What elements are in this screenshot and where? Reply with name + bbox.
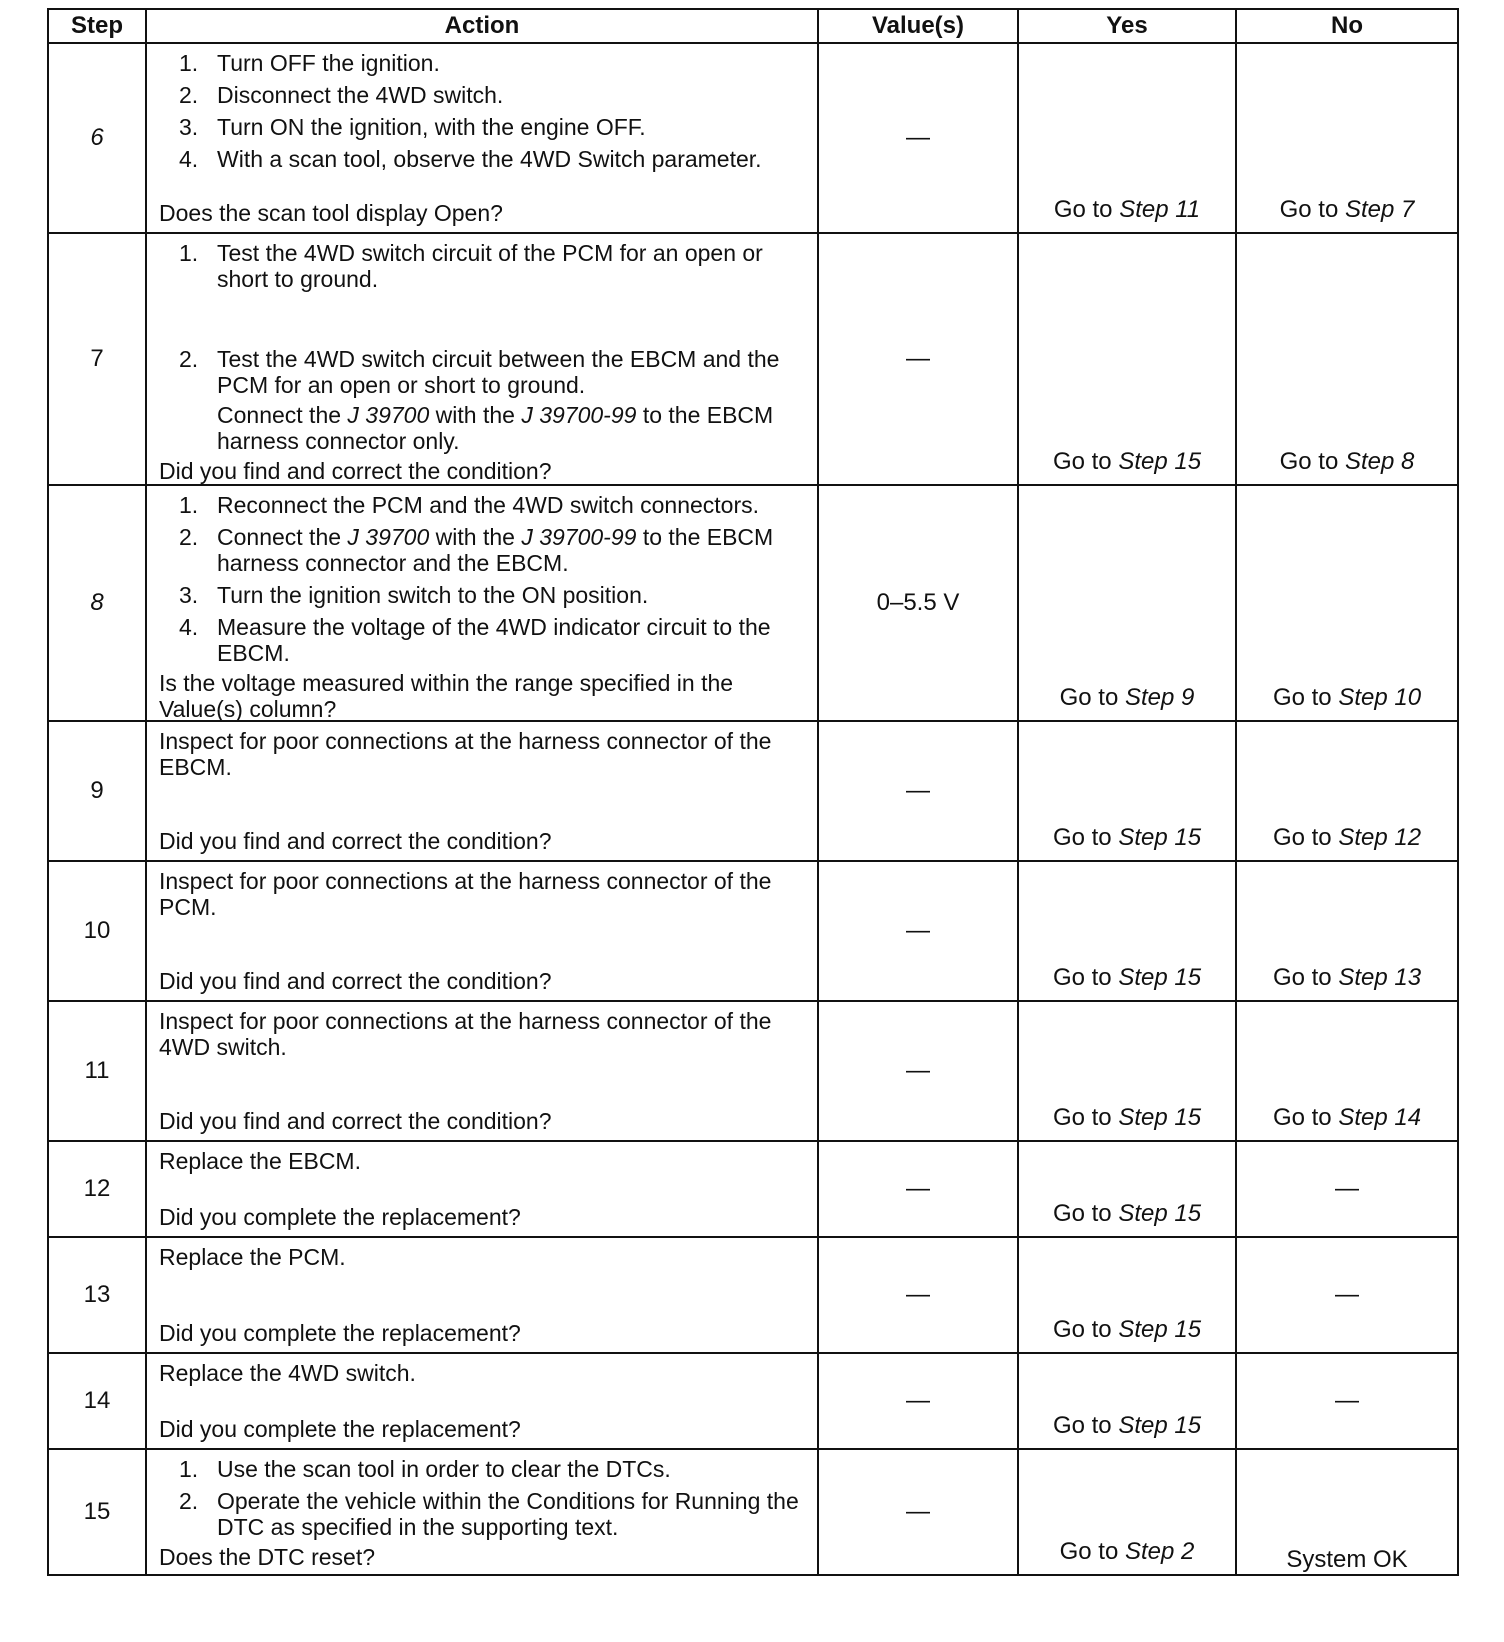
action-item: Operate the vehicle within the Conditions for Running the DTC as specified in the supporting text. <box>217 1488 799 1540</box>
action-cell <box>146 861 818 1001</box>
action-question: Did you find and correct the condition? <box>159 1108 552 1134</box>
action-question: Is the voltage measured within the range specified in the Value(s) column? <box>159 670 734 722</box>
action-question: Does the DTC reset? <box>159 1544 376 1570</box>
yes-cell: Go to Step 15 <box>1018 1237 1236 1353</box>
yes-step-ref: Step 11 <box>1119 196 1201 223</box>
step-number: 11 <box>48 1001 146 1141</box>
action-item: Test the 4WD switch circuit between the EBCM and the PCM for an open or short to ground. <box>217 346 780 398</box>
header-yes: Yes <box>1018 9 1236 43</box>
table-row <box>48 1353 1458 1449</box>
action-cell: 1. Reconnect the PCM and the 4WD switch connectors. 2. Connect the J 39700 with the J 39700-99 to the EBCM harness connector and the EBCM. 3. Turn the ignition switch to the ON position. 4. Measure the voltage of the 4WD indicator circuit to the EBCM. Is the voltage measured within the range specified in the Value(s) column? <box>146 485 818 721</box>
step-number: 13 <box>48 1237 146 1353</box>
action-text: Replace the PCM. <box>159 1244 346 1270</box>
no-cell: Go to Step 8 <box>1236 233 1458 485</box>
action-text: Inspect for poor connections at the harness connector of the EBCM. <box>159 728 772 780</box>
yes-step-ref: Step 15 <box>1118 824 1202 851</box>
yes-step-ref: Step 15 <box>1118 964 1202 991</box>
value-cell: — <box>818 1449 1018 1575</box>
no-step-ref: Step 14 <box>1338 1104 1422 1131</box>
action-item: Turn OFF the ignition. <box>217 50 440 76</box>
action-item: Reconnect the PCM and the 4WD switch connectors. <box>217 492 760 518</box>
step-number: 12 <box>48 1141 146 1237</box>
value-cell: — <box>818 43 1018 233</box>
action-cell <box>146 1141 818 1237</box>
action-cell: 1. Turn OFF the ignition. 2. Disconnect the 4WD switch. 3. Turn ON the ignition, with the engine OFF. 4. With a scan tool, observe the 4WD Switch parameter. Does the scan tool display Open? <box>146 43 818 233</box>
yes-step-ref: Step 15 <box>1118 1200 1202 1227</box>
no-step-ref: Step 10 <box>1338 684 1422 711</box>
step-number: 6 <box>48 43 146 233</box>
action-item: Turn the ignition switch to the ON position. <box>217 582 649 608</box>
diagnostic-table <box>47 8 1459 1576</box>
table-row <box>48 1449 1458 1575</box>
action-text: Replace the EBCM. <box>159 1148 361 1174</box>
yes-step-ref: Step 9 <box>1124 684 1195 711</box>
yes-step-ref: Step 15 <box>1118 1316 1202 1343</box>
table-row <box>48 1001 1458 1141</box>
action-question: Did you complete the replacement? <box>159 1320 521 1346</box>
action-cell <box>146 1001 818 1141</box>
yes-cell: Go to Step 9 <box>1018 485 1236 721</box>
table-row <box>48 861 1458 1001</box>
yes-cell: Go to Step 15 <box>1018 1001 1236 1141</box>
no-cell: — <box>1236 1237 1458 1353</box>
action-cell: 1. Use the scan tool in order to clear the DTCs. 2. Operate the vehicle within the Conditions for Running the DTC as specified in the supporting text. Does the DTC reset? <box>146 1449 818 1575</box>
action-text: Inspect for poor connections at the harness connector of the 4WD switch. <box>159 1008 772 1060</box>
table-row <box>48 1141 1458 1237</box>
table-row <box>48 43 1458 233</box>
action-cell <box>146 1237 818 1353</box>
step-number: 15 <box>48 1449 146 1575</box>
header-row <box>48 9 1458 43</box>
table-row <box>48 233 1458 485</box>
no-step-ref: Step 8 <box>1344 448 1415 475</box>
no-cell: — <box>1236 1141 1458 1237</box>
value-cell: — <box>818 1353 1018 1449</box>
action-item: Disconnect the 4WD switch. <box>217 82 504 108</box>
action-question: Did you find and correct the condition? <box>159 968 552 994</box>
action-item: Test the 4WD switch circuit of the PCM for an open or short to ground. <box>217 240 763 292</box>
value-cell: — <box>818 721 1018 861</box>
table-row <box>48 485 1458 721</box>
no-step-ref: Step 13 <box>1338 964 1422 991</box>
yes-step-ref: Step 15 <box>1118 1412 1202 1439</box>
step-number: 10 <box>48 861 146 1001</box>
no-cell: Go to Step 7 <box>1236 43 1458 233</box>
table-row <box>48 1237 1458 1353</box>
header-no: No <box>1236 9 1458 43</box>
value-cell: — <box>818 861 1018 1001</box>
yes-step-ref: Step 2 <box>1124 1538 1195 1565</box>
action-item: Turn ON the ignition, with the engine OFF. <box>217 114 646 140</box>
yes-cell: Go to Step 15 <box>1018 1141 1236 1237</box>
action-note: Connect the J 39700 with the J 39700-99 to the EBCM harness connector only. <box>217 402 774 454</box>
action-cell <box>146 721 818 861</box>
action-question: Did you complete the replacement? <box>159 1416 521 1442</box>
no-step-ref: Step 7 <box>1344 196 1415 223</box>
no-cell: Go to Step 10 <box>1236 485 1458 721</box>
step-number: 14 <box>48 1353 146 1449</box>
no-cell: Go to Step 14 <box>1236 1001 1458 1141</box>
yes-cell: Go to Step 2 <box>1018 1449 1236 1575</box>
no-cell: System OK <box>1236 1449 1458 1575</box>
yes-cell: Go to Step 15 <box>1018 233 1236 485</box>
no-step-ref: Step 12 <box>1338 824 1422 851</box>
action-question: Did you find and correct the condition? <box>159 458 552 484</box>
yes-step-ref: Step 15 <box>1118 448 1202 475</box>
value-cell: — <box>818 1001 1018 1141</box>
no-cell: Go to Step 12 <box>1236 721 1458 861</box>
table-row <box>48 721 1458 861</box>
yes-cell: Go to Step 15 <box>1018 861 1236 1001</box>
yes-cell: Go to Step 11 <box>1018 43 1236 233</box>
action-question: Does the scan tool display Open? <box>159 200 503 226</box>
header-values: Value(s) <box>818 9 1018 43</box>
step-number: 8 <box>48 485 146 721</box>
yes-step-ref: Step 15 <box>1118 1104 1202 1131</box>
action-text: Inspect for poor connections at the harness connector of the PCM. <box>159 868 772 920</box>
action-item: Use the scan tool in order to clear the DTCs. <box>217 1456 671 1482</box>
action-cell <box>146 1353 818 1449</box>
value-cell: 0–5.5 V <box>818 485 1018 721</box>
step-number: 9 <box>48 721 146 861</box>
yes-cell: Go to Step 15 <box>1018 1353 1236 1449</box>
action-item: Connect the J 39700 with the J 39700-99 to the EBCM harness connector and the EBCM. <box>217 524 774 576</box>
step-number: 7 <box>48 233 146 485</box>
value-cell: — <box>818 1141 1018 1237</box>
action-text: Replace the 4WD switch. <box>159 1360 416 1386</box>
header-step: Step <box>48 9 146 43</box>
action-item: Measure the voltage of the 4WD indicator circuit to the EBCM. <box>217 614 771 666</box>
action-item: With a scan tool, observe the 4WD Switch parameter. <box>217 146 762 172</box>
action-question: Did you complete the replacement? <box>159 1204 521 1230</box>
header-action: Action <box>146 9 818 43</box>
yes-cell: Go to Step 15 <box>1018 721 1236 861</box>
value-cell: — <box>818 233 1018 485</box>
no-cell: Go to Step 13 <box>1236 861 1458 1001</box>
value-cell: — <box>818 1237 1018 1353</box>
action-question: Did you find and correct the condition? <box>159 828 552 854</box>
action-cell: 1. Test the 4WD switch circuit of the PCM for an open or short to ground. 2. Test the 4WD switch circuit between the EBCM and the PCM for an open or short to ground. Connect the J 39700 with the J 39700-99 to the EBCM harness connector only. Did you find and correct the condition? <box>146 233 818 485</box>
no-cell: — <box>1236 1353 1458 1449</box>
